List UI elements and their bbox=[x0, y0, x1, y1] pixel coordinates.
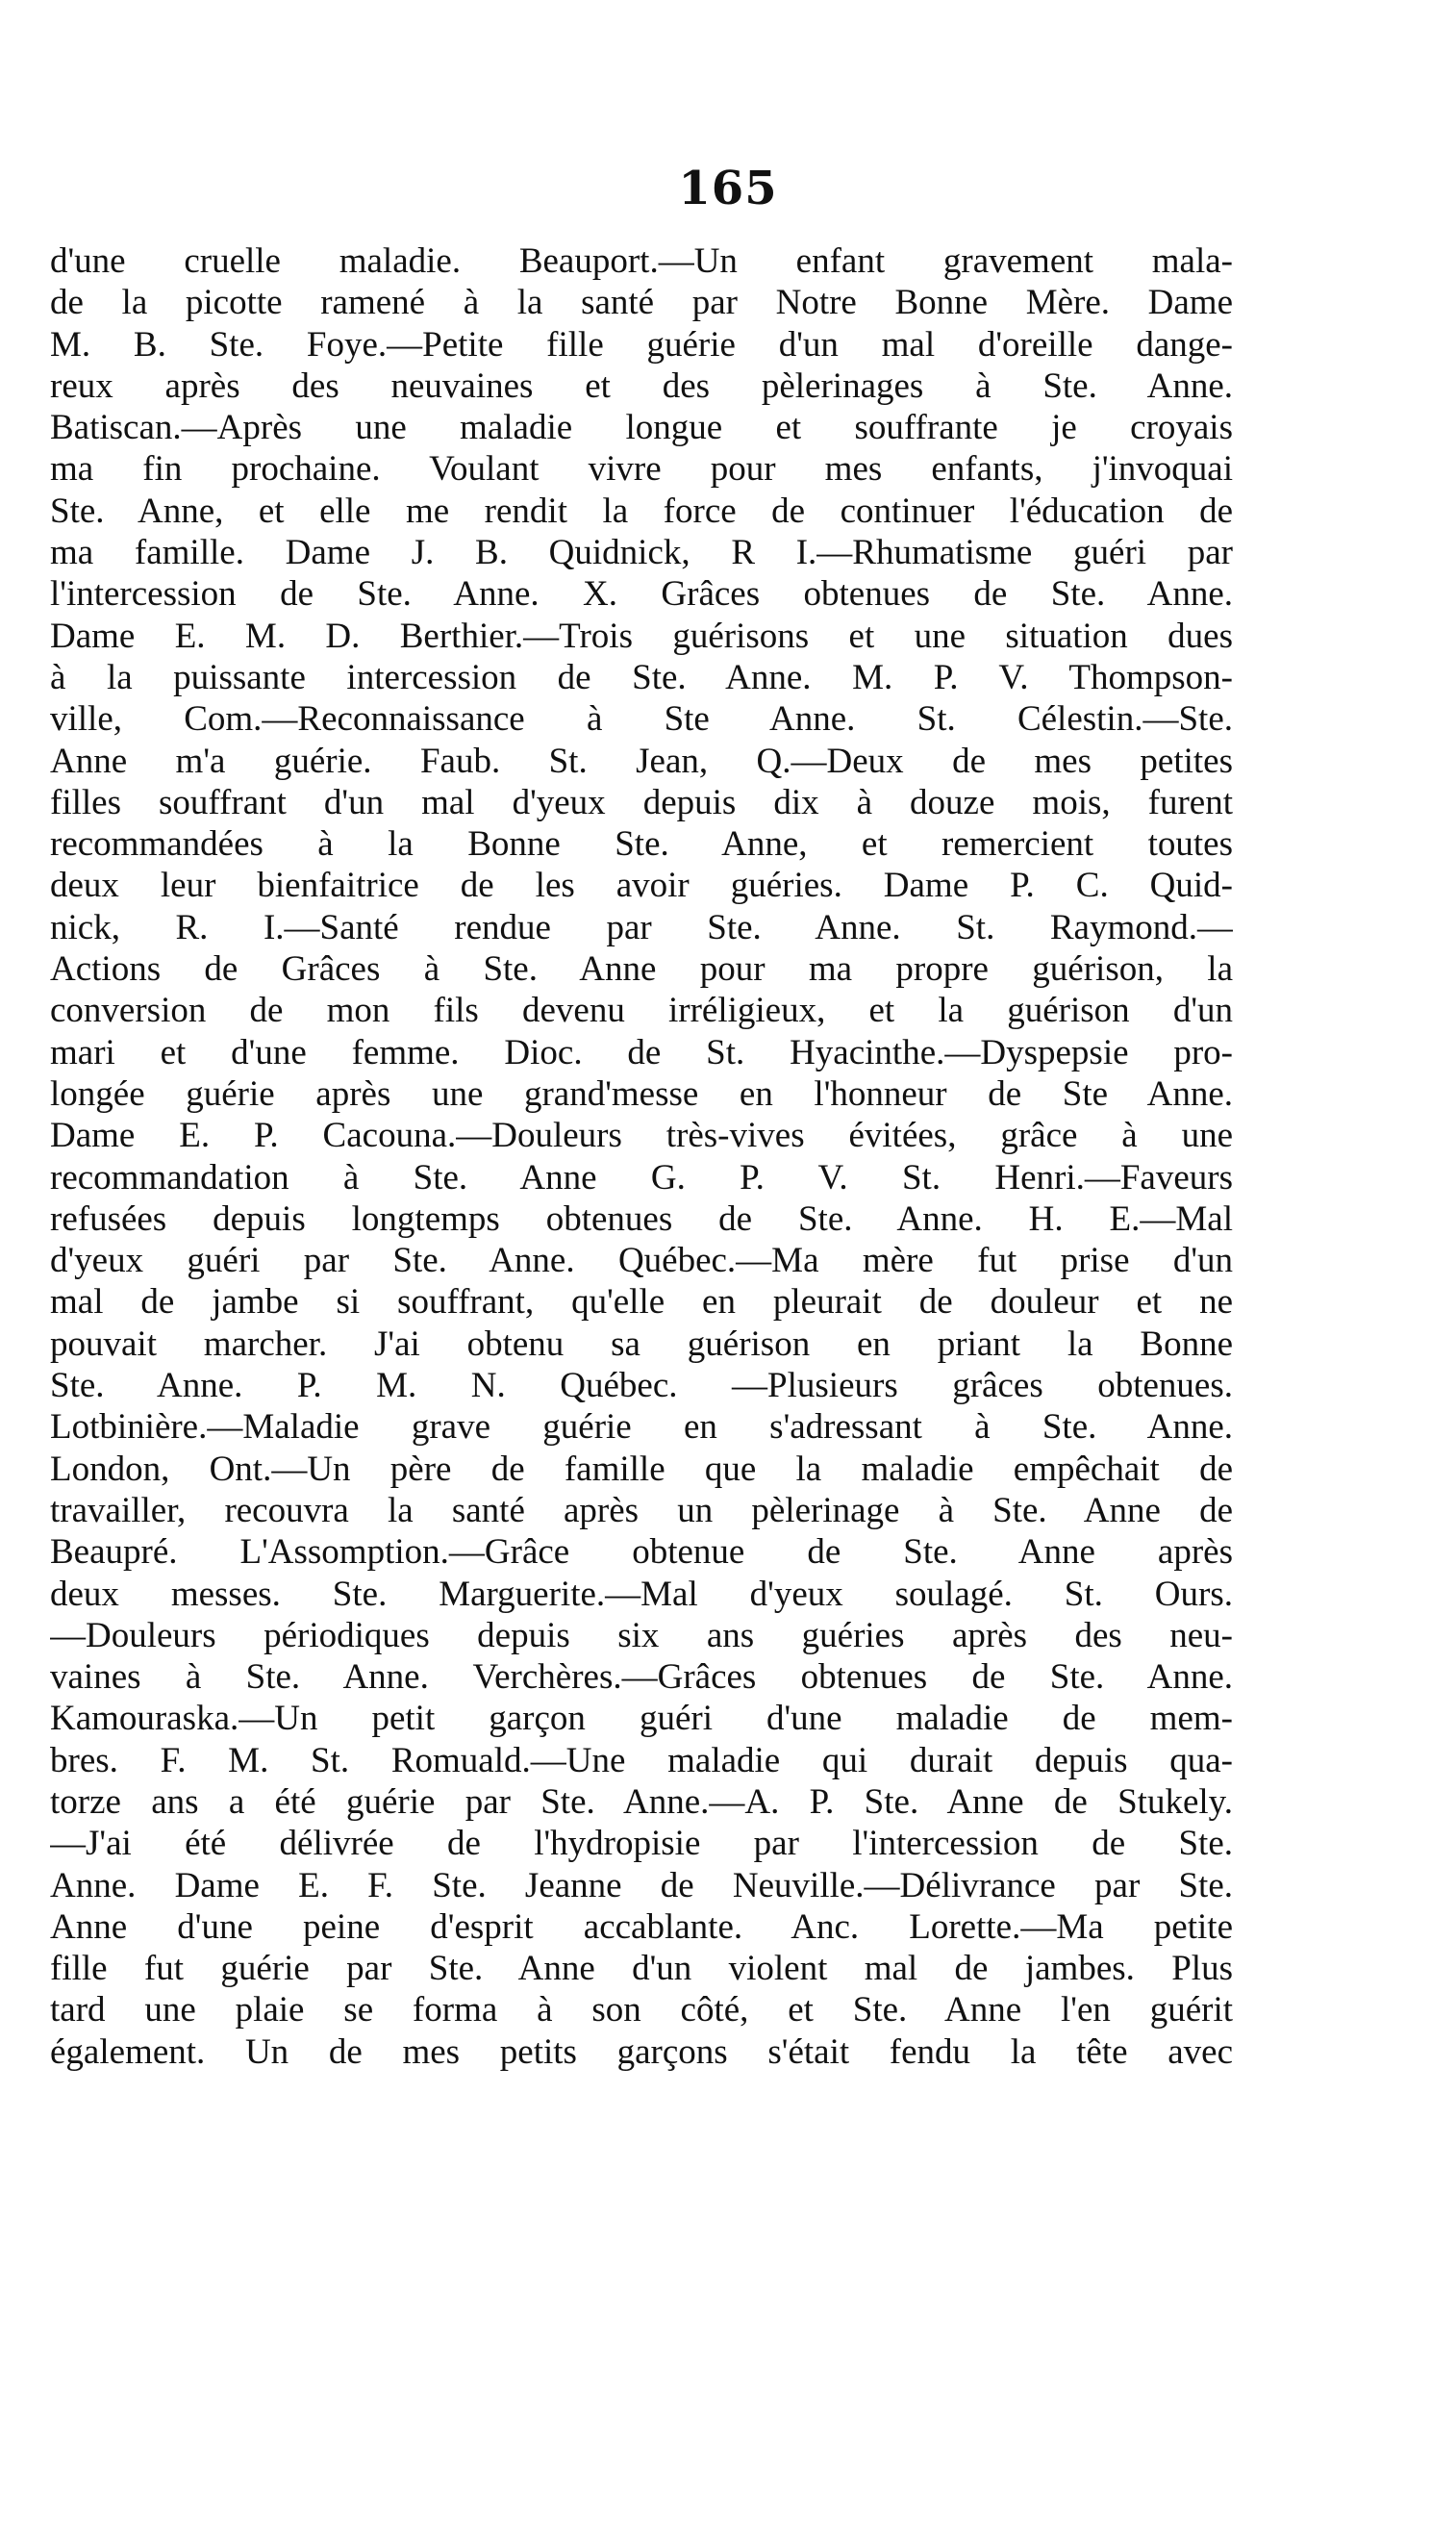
text-line: ma fin prochaine. Voulant vivre pour mes enfants, j'invoquai bbox=[50, 449, 1233, 490]
text-line: mari et d'une femme. Dioc. de St. Hyacinthe.—Dyspepsie pro- bbox=[50, 1032, 1233, 1072]
text-line: refusées depuis longtemps obtenues de Ste. Anne. H. E.—Mal bbox=[50, 1198, 1233, 1239]
text-line: vaines à Ste. Anne. Verchères.—Grâces obtenues de Ste. Anne. bbox=[50, 1657, 1233, 1698]
text-line: nick, R. I.—Santé rendue par Ste. Anne. St. Raymond.— bbox=[50, 907, 1233, 947]
text-line: à la puissante intercession de Ste. Anne. M. P. V. Thompson- bbox=[50, 657, 1233, 697]
text-line: ville, Com.—Reconnaissance à Ste Anne. St. Célestin.—Ste. bbox=[50, 699, 1233, 740]
text-line: pouvait marcher. J'ai obtenu sa guérison en priant la Bonne bbox=[50, 1324, 1233, 1364]
text-line: Beaupré. L'Assomption.—Grâce obtenue de Ste. Anne après bbox=[50, 1532, 1233, 1573]
text-line: Batiscan.—Après une maladie longue et souffrante je croyais bbox=[50, 408, 1233, 448]
text-line: reux après des neuvaines et des pèlerinages à Ste. Anne. bbox=[50, 366, 1233, 406]
text-line: torze ans a été guérie par Ste. Anne.—A. P. Ste. Anne de Stukely. bbox=[50, 1781, 1233, 1822]
body-text bbox=[50, 240, 1233, 2073]
text-line: Dame E. P. Cacouna.—Douleurs très-vives évitées, grâce à une bbox=[50, 1116, 1233, 1156]
text-line: Ste. Anne, et elle me rendit la force de continuer l'éducation de bbox=[50, 491, 1233, 531]
text-line: Ste. Anne. P. M. N. Québec. —Plusieurs grâces obtenues. bbox=[50, 1366, 1233, 1406]
text-line: de la picotte ramené à la santé par Notre Bonne Mère. Dame bbox=[50, 283, 1233, 323]
text-line: conversion de mon fils devenu irréligieux, et la guérison d'un bbox=[50, 991, 1233, 1031]
text-line: Anne d'une peine d'esprit accablante. Anc. Lorette.—Ma petite bbox=[50, 1906, 1233, 1947]
text-line: l'intercession de Ste. Anne. X. Grâces obtenues de Ste. Anne. bbox=[50, 574, 1233, 615]
text-line: travailler, recouvra la santé après un pèlerinage à Ste. Anne de bbox=[50, 1490, 1233, 1530]
text-line: ma famille. Dame J. B. Quidnick, R I.—Rhumatisme guéri par bbox=[50, 533, 1233, 573]
text-line: Anne m'a guérie. Faub. St. Jean, Q.—Deux de mes petites bbox=[50, 741, 1233, 781]
text-line: —Douleurs périodiques depuis six ans guéries après des neu- bbox=[50, 1615, 1233, 1655]
text-line: deux leur bienfaitrice de les avoir guéries. Dame P. C. Quid- bbox=[50, 866, 1233, 906]
text-line: fille fut guérie par Ste. Anne d'un violent mal de jambes. Plus bbox=[50, 1949, 1233, 1989]
text-line: mal de jambe si souffrant, qu'elle en pleurait de douleur et ne bbox=[50, 1282, 1233, 1323]
text-line: Lotbinière.—Maladie grave guérie en s'adressant à Ste. Anne. bbox=[50, 1407, 1233, 1448]
text-line: Kamouraska.—Un petit garçon guéri d'une maladie de mem- bbox=[50, 1699, 1233, 1739]
text-line: également. Un de mes petits garçons s'était fendu la tête avec bbox=[50, 2031, 1233, 2072]
text-line: bres. F. M. St. Romuald.—Une maladie qui durait depuis qua- bbox=[50, 1740, 1233, 1780]
page-number: 165 bbox=[678, 162, 778, 215]
text-line: Dame E. M. D. Berthier.—Trois guérisons et une situation dues bbox=[50, 616, 1233, 656]
text-line: Anne. Dame E. F. Ste. Jeanne de Neuville.—Délivrance par Ste. bbox=[50, 1865, 1233, 1905]
text-line: —J'ai été délivrée de l'hydropisie par l'intercession de Ste. bbox=[50, 1824, 1233, 1864]
text-line: recommandées à la Bonne Ste. Anne, et remercient toutes bbox=[50, 824, 1233, 865]
text-line: longée guérie après une grand'messe en l'honneur de Ste Anne. bbox=[50, 1073, 1233, 1114]
text-line: filles souffrant d'un mal d'yeux depuis dix à douze mois, furent bbox=[50, 782, 1233, 822]
text-line: M. B. Ste. Foye.—Petite fille guérie d'un mal d'oreille dange- bbox=[50, 324, 1233, 365]
text-line: London, Ont.—Un père de famille que la maladie empêchait de bbox=[50, 1449, 1233, 1489]
text-line: d'yeux guéri par Ste. Anne. Québec.—Ma mère fut prise d'un bbox=[50, 1241, 1233, 1281]
text-line: tard une plaie se forma à son côté, et Ste. Anne l'en guérit bbox=[50, 1990, 1233, 2030]
text-line: recommandation à Ste. Anne G. P. V. St. Henri.—Faveurs bbox=[50, 1157, 1233, 1198]
text-line: Actions de Grâces à Ste. Anne pour ma propre guérison, la bbox=[50, 949, 1233, 990]
text-line: deux messes. Ste. Marguerite.—Mal d'yeux soulagé. St. Ours. bbox=[50, 1574, 1233, 1614]
text-line: d'une cruelle maladie. Beauport.—Un enfant gravement mala- bbox=[50, 241, 1233, 281]
